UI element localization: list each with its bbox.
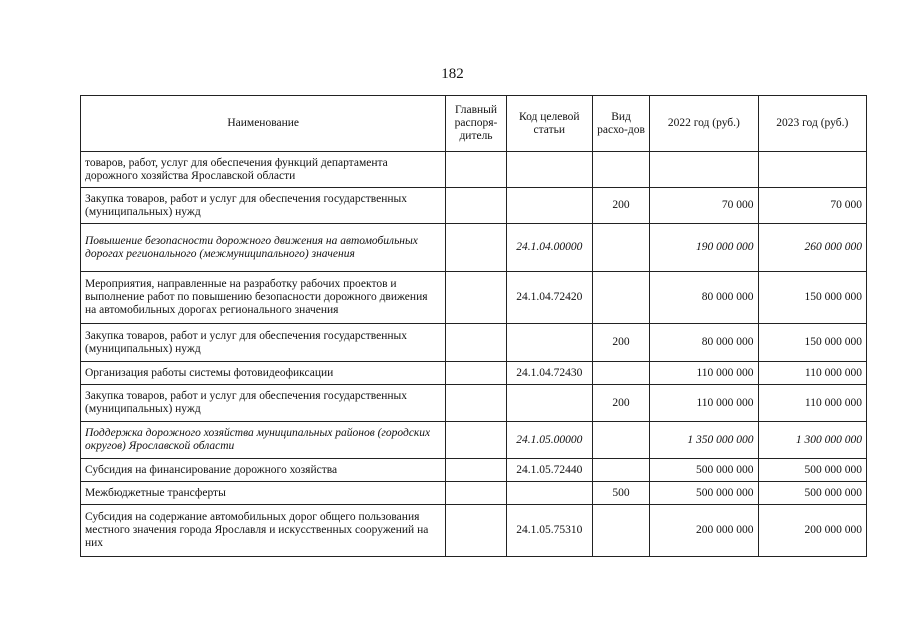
header-vid: Вид расхо-дов [592,96,649,152]
cell-2023: 150 000 000 [758,324,866,362]
cell-manager [446,362,506,385]
cell-2022: 1 350 000 000 [650,422,758,459]
table-body [81,152,867,557]
table-row [81,152,867,188]
cell-2023: 500 000 000 [758,459,866,482]
cell-name: Мероприятия, направленные на разработку рабочих проектов и выполнение работ по повышению безопасности дорожного движения на автомобильных дорогах регионального значения [81,272,446,324]
cell-vid: 200 [592,324,649,362]
cell-name: Закупка товаров, работ и услуг для обеспечения государственных (муниципальных) нужд [81,188,446,224]
header-manager: Главный распоря-дитель [446,96,506,152]
cell-vid [592,224,649,272]
cell-code: 24.1.05.72440 [506,459,592,482]
cell-code [506,482,592,505]
cell-2023: 200 000 000 [758,505,866,557]
table-row [81,272,867,324]
cell-2023: 150 000 000 [758,272,866,324]
header-name: Наименование [81,96,446,152]
cell-code: 24.1.04.72430 [506,362,592,385]
table-row [81,459,867,482]
cell-vid: 200 [592,188,649,224]
header-2022: 2022 год (руб.) [650,96,758,152]
cell-code: 24.1.04.72420 [506,272,592,324]
cell-code: 24.1.05.75310 [506,505,592,557]
table-row [81,422,867,459]
cell-code [506,152,592,188]
table-row [81,188,867,224]
cell-manager [446,482,506,505]
cell-2022: 80 000 000 [650,324,758,362]
budget-table [80,95,867,557]
cell-name: Закупка товаров, работ и услуг для обеспечения государственных (муниципальных) нужд [81,385,446,422]
header-2023: 2023 год (руб.) [758,96,866,152]
cell-vid [592,272,649,324]
cell-vid: 200 [592,385,649,422]
cell-2023: 110 000 000 [758,385,866,422]
cell-manager [446,272,506,324]
cell-manager [446,152,506,188]
cell-2023 [758,152,866,188]
cell-name: Субсидия на финансирование дорожного хозяйства [81,459,446,482]
cell-manager [446,459,506,482]
cell-name: Закупка товаров, работ и услуг для обеспечения государственных (муниципальных) нужд [81,324,446,362]
cell-name: Повышение безопасности дорожного движения на автомобильных дорогах регионального (межмуниципального) значения [81,224,446,272]
page-number: 182 [441,66,464,82]
cell-2022: 70 000 [650,188,758,224]
cell-name: товаров, работ, услуг для обеспечения функций департамента дорожного хозяйства Ярославской области [81,152,446,188]
cell-manager [446,324,506,362]
cell-2022: 500 000 000 [650,459,758,482]
cell-2022: 500 000 000 [650,482,758,505]
cell-2023: 70 000 [758,188,866,224]
table-row [81,324,867,362]
cell-2023: 1 300 000 000 [758,422,866,459]
table-row [81,385,867,422]
cell-2023: 500 000 000 [758,482,866,505]
cell-manager [446,224,506,272]
cell-name: Межбюджетные трансферты [81,482,446,505]
table-row [81,505,867,557]
cell-2022: 110 000 000 [650,385,758,422]
cell-manager [446,505,506,557]
cell-vid [592,505,649,557]
cell-2022 [650,152,758,188]
cell-2023: 110 000 000 [758,362,866,385]
cell-code [506,385,592,422]
table-row [81,362,867,385]
cell-2022: 190 000 000 [650,224,758,272]
cell-2022: 110 000 000 [650,362,758,385]
cell-vid [592,459,649,482]
cell-2022: 200 000 000 [650,505,758,557]
cell-vid [592,152,649,188]
cell-code [506,188,592,224]
cell-manager [446,422,506,459]
cell-vid: 500 [592,482,649,505]
header-code: Код целевой статьи [506,96,592,152]
cell-name: Поддержка дорожного хозяйства муниципальных районов (городских округов) Ярославской области [81,422,446,459]
cell-name: Субсидия на содержание автомобильных дорог общего пользования местного значения города Ярославля и искусственных сооружений на них [81,505,446,557]
cell-2023: 260 000 000 [758,224,866,272]
cell-code: 24.1.04.00000 [506,224,592,272]
cell-vid [592,362,649,385]
table-row [81,482,867,505]
cell-name: Организация работы системы фотовидеофиксации [81,362,446,385]
cell-2022: 80 000 000 [650,272,758,324]
table-header-row [81,96,867,152]
cell-code: 24.1.05.00000 [506,422,592,459]
cell-code [506,324,592,362]
cell-manager [446,188,506,224]
table-row [81,224,867,272]
cell-manager [446,385,506,422]
cell-vid [592,422,649,459]
